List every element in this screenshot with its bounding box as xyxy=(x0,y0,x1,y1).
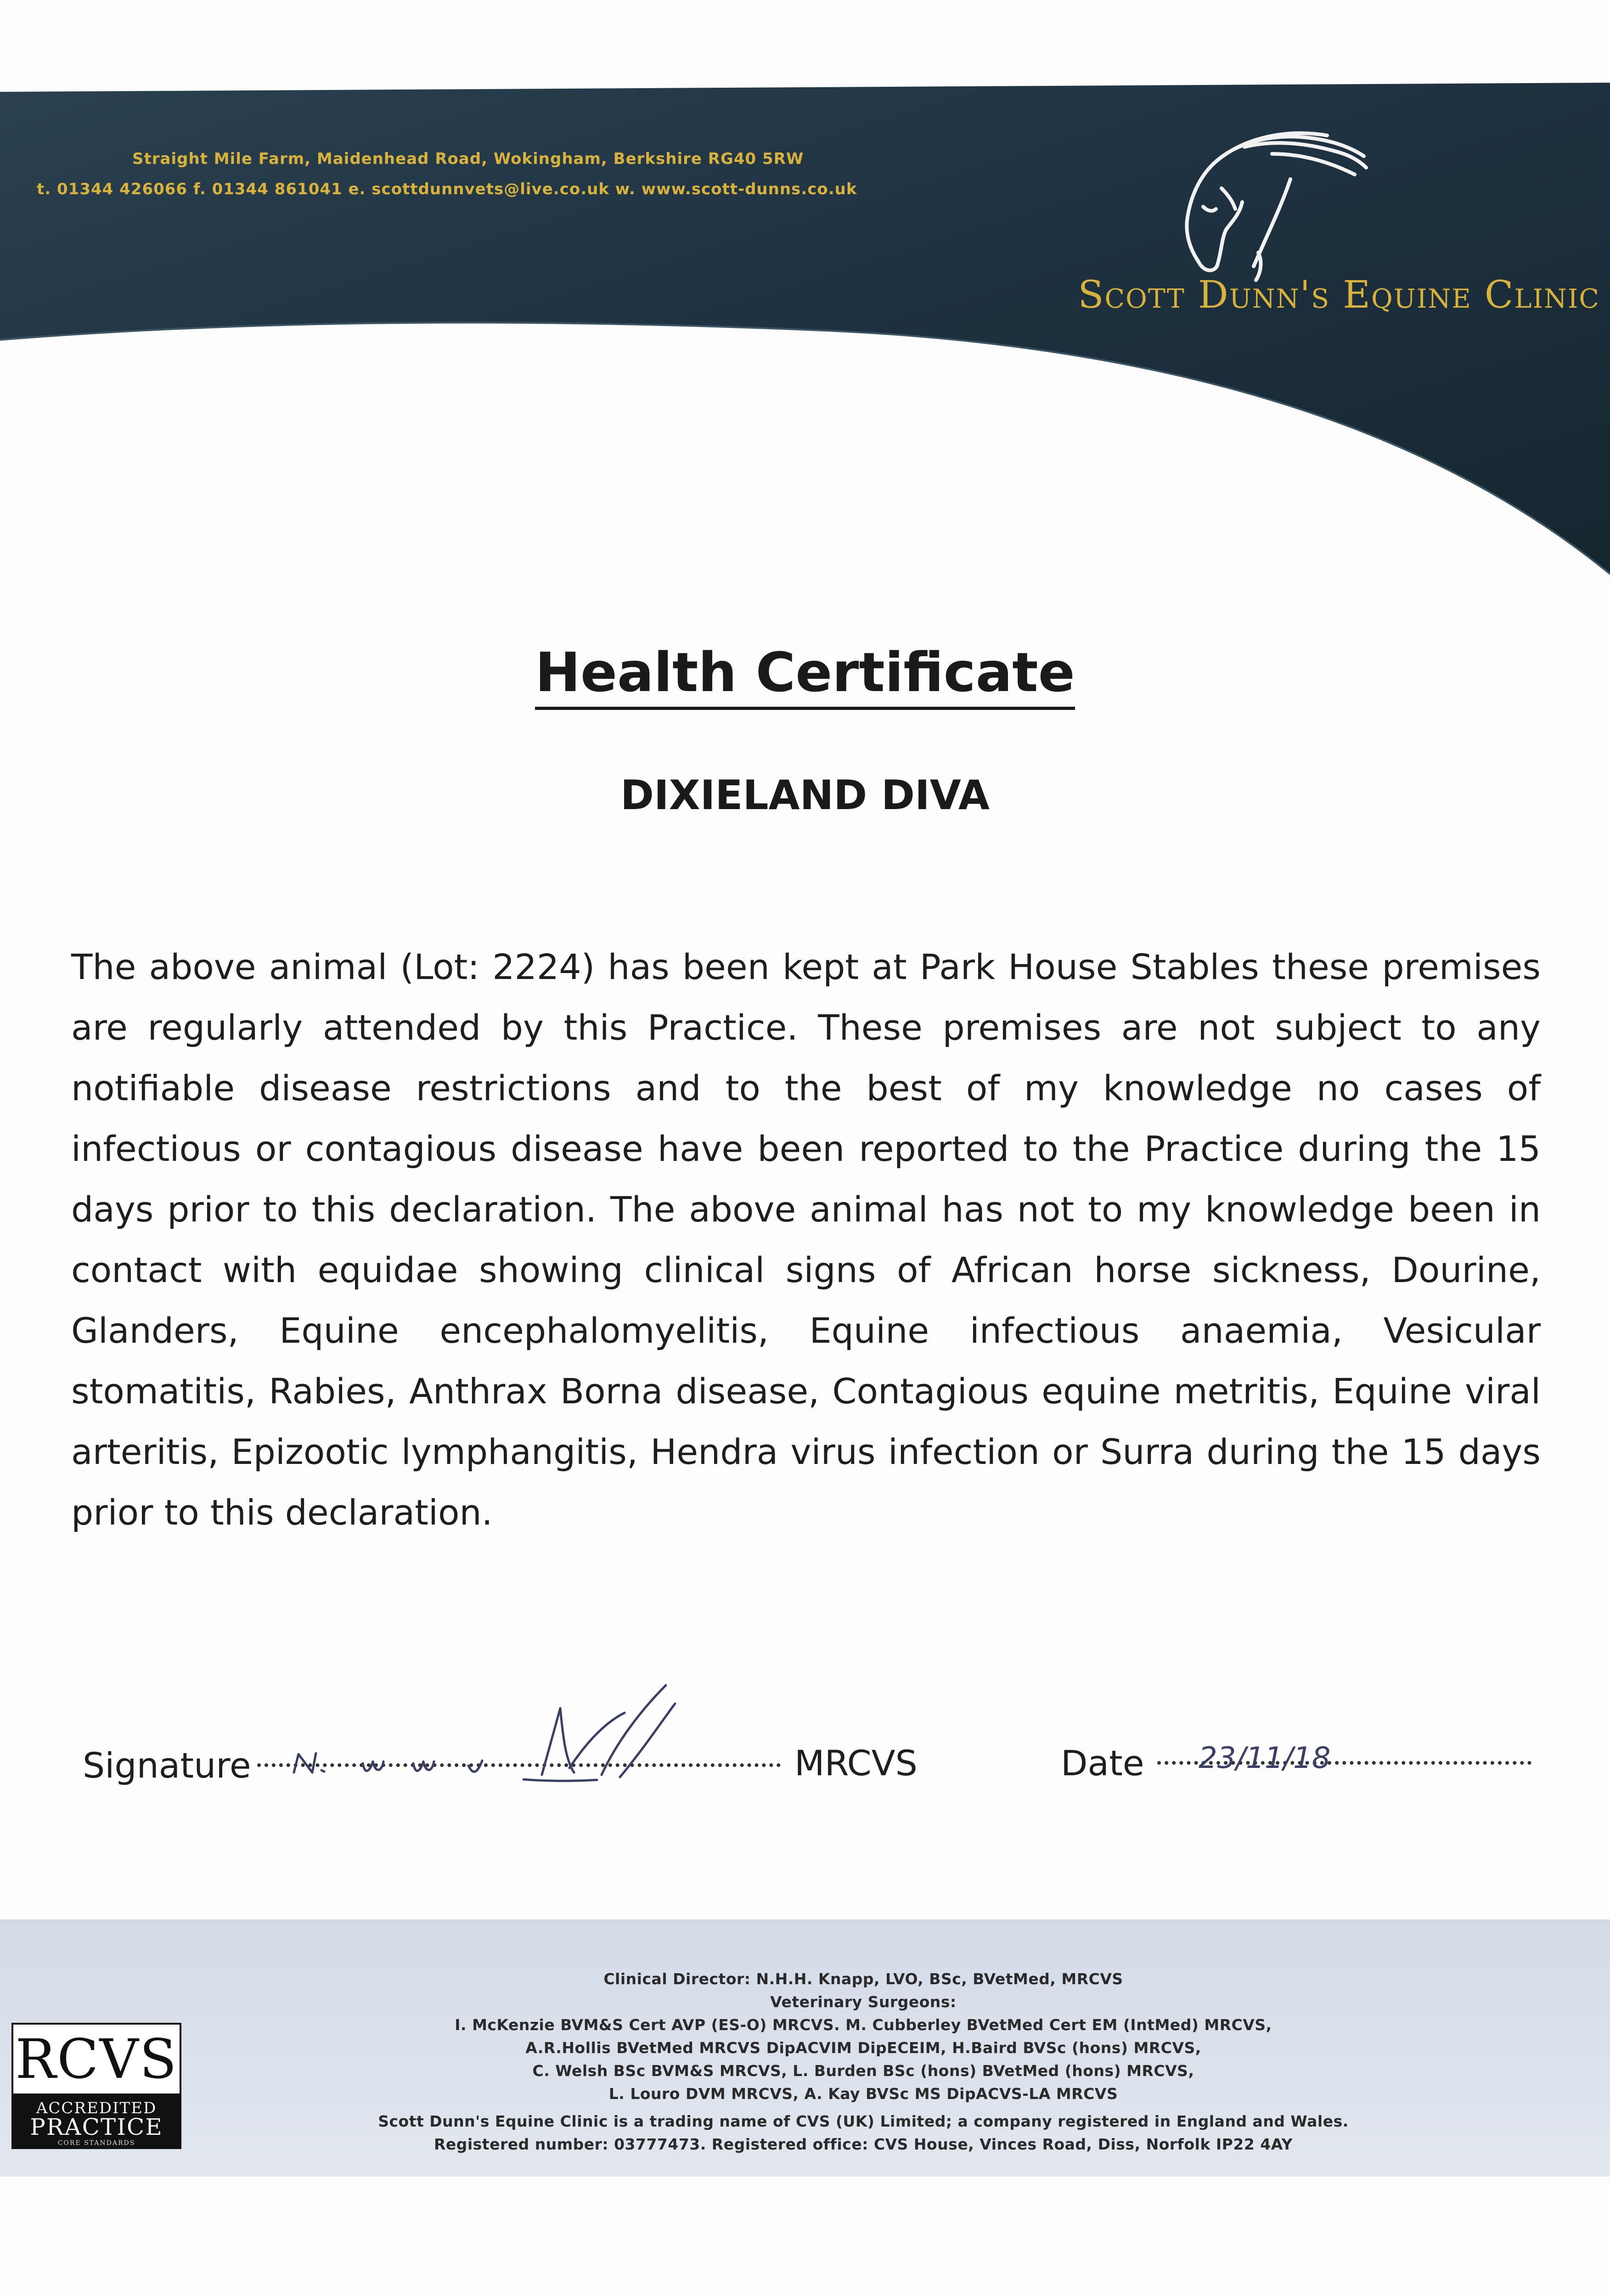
handwritten-date xyxy=(1199,1731,1373,1782)
rcvs-logo-lower-panel xyxy=(13,2093,180,2149)
rcvs-accredited-text: ACCREDITED xyxy=(36,2099,157,2117)
handwritten-signature xyxy=(285,1676,753,1791)
declaration-paragraph: The above animal (Lot: 2224) has been kept at Park House Stables these premises are regularly attended by this Practice. These premises are not subject to any notifiable disease restrictions and to the best of my knowledge no cases of infectious or contagious disease have been reported to the Practice during the 15 days prior to this declaration. The above animal has not to my knowledge been in contact with equidae showing clinical signs of African horse sickness, Dourine, Glanders, Equine encephalomyelitis, Equine infectious anaemia, Vesicular stomatitis, Rabies, Anthrax Borna disease, Contagious equine metritis, Equine viral arteritis, Epizootic lymphangitis, Hendra virus infection or Surra during the 15 days prior to this declaration. xyxy=(71,946,1541,1533)
document-title-text: Health Certificate xyxy=(535,641,1075,710)
rcvs-accredited-practice-logo xyxy=(11,2023,181,2149)
date-label: Date xyxy=(1061,1743,1144,1784)
footer-vets-line: C. Welsh BSc BVM&S MRCVS, L. Burden BSc (hons) BVetMed (hons) MRCVS, xyxy=(532,2062,1194,2080)
footer-registered-office: Registered number: 03777473. Registered office: CVS House, Vinces Road, Diss, Norfolk IP22 4AY xyxy=(433,2135,1293,2153)
rcvs-practice-text: PRACTICE xyxy=(30,2114,163,2140)
handwritten-date-text: 23/11/18 xyxy=(1199,1741,1331,1775)
horse-head-icon xyxy=(1153,115,1368,289)
clinic-name: Scott Dunn's Equine Clinic xyxy=(1078,273,1600,317)
footer-company-info: Scott Dunn's Equine Clinic is a trading name of CVS (UK) Limited; a company registered in England and Wales. xyxy=(378,2112,1349,2130)
footer-clinical-director: Clinical Director: N.H.H. Knapp, LVO, BSc, BVetMed, MRCVS xyxy=(603,1970,1123,1988)
footer-vets-line: I. McKenzie BVM&S Cert AVP (ES-O) MRCVS. M. Cubberley BVetMed Cert EM (IntMed) MRCVS, xyxy=(455,2016,1272,2034)
footer-vets-line: A.R.Hollis BVetMed MRCVS DipACVIM DipECEIM, H.Baird BVSc (hons) MRCVS, xyxy=(525,2039,1201,2057)
clinic-address: Straight Mile Farm, Maidenhead Road, Wokingham, Berkshire RG40 5RW xyxy=(132,150,804,168)
clinic-contact-details: t. 01344 426066 f. 01344 861041 e. scottdunnvets@live.co.uk w. www.scott-dunns.co.uk xyxy=(37,180,857,198)
footer-vets-heading: Veterinary Surgeons: xyxy=(770,1993,957,2011)
animal-name: DIXIELAND DIVA xyxy=(620,771,990,819)
rcvs-logo-text: RCVS xyxy=(15,2027,178,2091)
signature-label: Signature xyxy=(83,1745,251,1786)
footer-vets-line: L. Louro DVM MRCVS, A. Kay BVSc MS DipACVS-LA MRCVS xyxy=(608,2085,1118,2103)
rcvs-core-standards-text: CORE STANDARDS xyxy=(57,2139,135,2147)
document-title xyxy=(0,641,1610,704)
signature-suffix: MRCVS xyxy=(794,1743,918,1784)
